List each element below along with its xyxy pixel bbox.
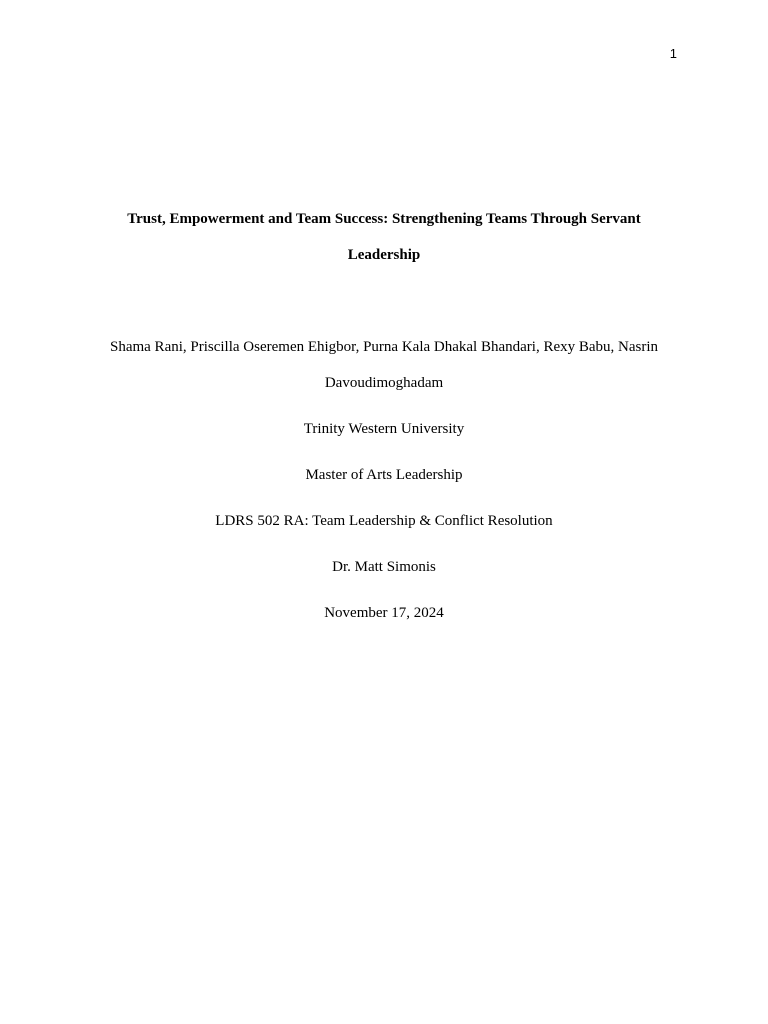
- authors-line-1: Shama Rani, Priscilla Oseremen Ehigbor, Purna Kala Dhakal Bhandari, Rexy Babu, Nasrin: [109, 339, 659, 355]
- paper-title-line-2: Leadership: [347, 247, 421, 263]
- program: Master of Arts Leadership: [305, 467, 463, 483]
- course: LDRS 502 RA: Team Leadership & Conflict Resolution: [215, 513, 553, 529]
- date: November 17, 2024: [324, 605, 444, 621]
- institution: Trinity Western University: [303, 421, 465, 437]
- instructor: Dr. Matt Simonis: [332, 559, 436, 575]
- paper-title-line-1: Trust, Empowerment and Team Success: Strengthening Teams Through Servant: [127, 211, 641, 227]
- authors-line-2: Davoudimoghadam: [324, 375, 444, 391]
- page-number: 1: [669, 46, 677, 61]
